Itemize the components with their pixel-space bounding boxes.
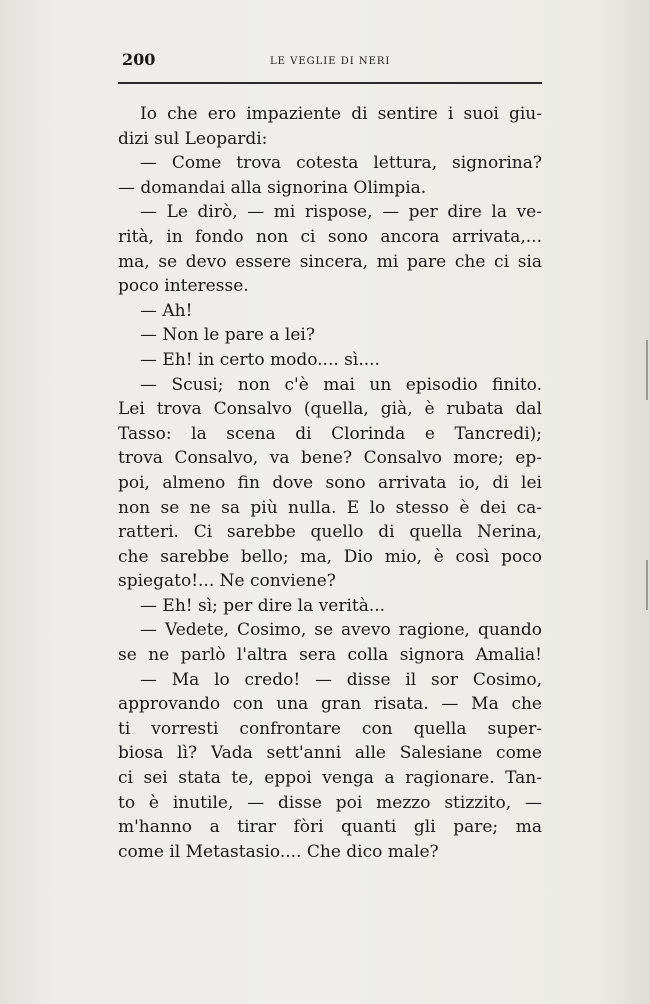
text-line: biosa lì? Vada sett'anni alle Salesiane come <box>118 743 542 764</box>
text-line: — domandai alla signorina Olimpia. <box>118 177 427 198</box>
text-line: — Eh! in certo modo.... sì.... <box>140 349 380 370</box>
text-line: ma, se devo essere sincera, mi pare che ci sia <box>118 251 542 272</box>
text-line: se ne parlò l'altra sera colla signora Amalia! <box>118 645 542 666</box>
text-line: approvando con una gran risata. — Ma che <box>118 694 542 715</box>
text-line: — Come trova cotesta lettura, signorina? <box>140 153 542 174</box>
text-line: — Ah! <box>140 300 193 321</box>
text-line: rità, in fondo non ci sono ancora arrivata,... <box>118 226 542 247</box>
page-header <box>118 50 542 72</box>
text-line: poi, almeno fin dove sono arrivata io, di lei <box>118 472 542 493</box>
text-line: — Non le pare a lei? <box>140 325 315 346</box>
text-line: ci sei stata te, eppoi venga a ragionare. Tan- <box>118 768 542 789</box>
text-line: dizi sul Leopardi: <box>118 128 268 149</box>
text-line: trova Consalvo, va bene? Consalvo more; ep- <box>118 448 542 469</box>
text-line: non se ne sa più nulla. E lo stesso è dei ca- <box>118 497 542 518</box>
text-line: che sarebbe bello; ma, Dio mio, è così poco <box>118 546 542 567</box>
text-line: m'hanno a tirar fòri quanti gli pare; ma <box>118 817 542 838</box>
text-line: to è inutile, — disse poi mezzo stizzito, — <box>118 792 542 813</box>
running-title: LE VEGLIE DI NERI <box>270 56 391 67</box>
text-line: — Le dirò, — mi rispose, — per dire la ve- <box>140 202 542 223</box>
text-line: poco interesse. <box>118 276 249 297</box>
text-line: — Scusi; non c'è mai un episodio finito. <box>140 374 542 395</box>
text-line: spiegato!... Ne conviene? <box>118 571 336 592</box>
text-line: ratteri. Ci sarebbe quello di quella Nerina, <box>118 522 542 543</box>
body-text <box>118 102 542 864</box>
text-line: come il Metastasio.... Che dico male? <box>118 841 439 862</box>
text-line: — Ma lo credo! — disse il sor Cosimo, <box>140 669 542 690</box>
header-rule <box>118 82 542 84</box>
page-edge-mark <box>646 560 648 610</box>
text-line: Lei trova Consalvo (quella, già, è rubata dal <box>118 399 542 420</box>
text-line: Tasso: la scena di Clorinda e Tancredi); <box>118 423 542 444</box>
page-edge-mark <box>646 340 648 400</box>
text-line: ti vorresti confrontare con quella super- <box>118 718 542 739</box>
text-line: — Vedete, Cosimo, se avevo ragione, quando <box>140 620 542 641</box>
text-line: — Eh! sì; per dire la verità... <box>140 595 386 616</box>
text-line: Io che ero impaziente di sentire i suoi giu- <box>140 104 542 124</box>
page-number: 200 <box>122 50 156 69</box>
